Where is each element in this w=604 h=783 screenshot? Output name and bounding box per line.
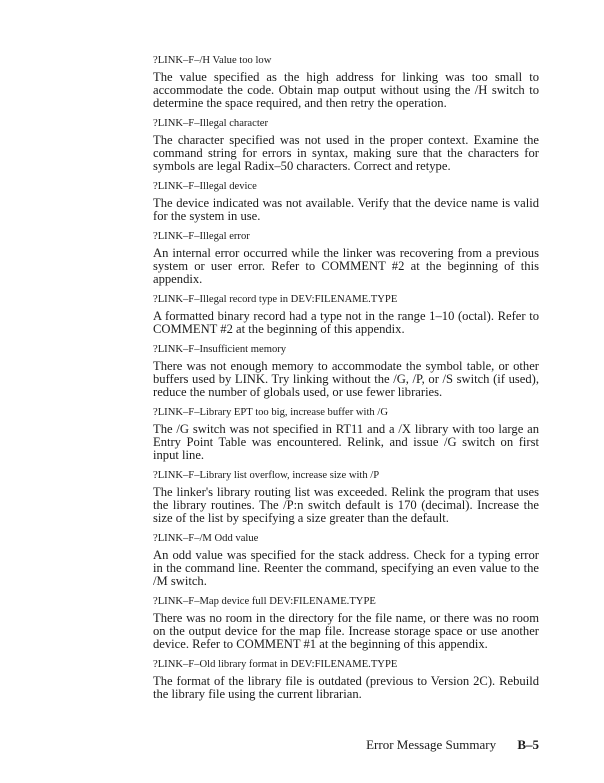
error-description: A formatted binary record had a type not in the range 1–10 (octal). Refer to COMMENT #2 at the beginning of this appendix. xyxy=(153,309,539,336)
page-number: B–5 xyxy=(517,737,539,752)
footer-section-title: Error Message Summary xyxy=(366,737,497,752)
error-description: The linker's library routing list was exceeded. Relink the program that uses the library routines. The /P:n switch default is 170 (decimal). Increase the size of the list by specifying a size greater than the default. xyxy=(153,485,539,525)
error-entry xyxy=(153,595,539,651)
error-description: There was not enough memory to accommodate the symbol table, or other buffers used by LINK. Try linking without the /G, /P, or /S switch (if used), reduce the number of globals used, or use fewer libraries. xyxy=(153,359,539,399)
error-entry xyxy=(153,469,539,525)
error-description: An odd value was specified for the stack address. Check for a typing error in the command line. Reenter the command, specifying an even value to the /M switch. xyxy=(153,548,539,588)
error-message: ?LINK–F–/M Odd value xyxy=(153,533,259,544)
error-description: The format of the library file is outdated (previous to Version 2C). Rebuild the library file using the current librarian. xyxy=(153,674,539,701)
error-message: ?LINK–F–Old library format in DEV:FILENAME.TYPE xyxy=(153,659,398,670)
error-description: There was no room in the directory for the file name, or there was no room on the output device for the map file. Increase storage space or use another device. Refer to COMMENT #1 at the beginning of this appendix. xyxy=(153,611,539,651)
error-message: ?LINK–F–Map device full DEV:FILENAME.TYPE xyxy=(153,596,376,607)
error-message: ?LINK–F–Library EPT too big, increase buffer with /G xyxy=(153,407,388,418)
error-description: The value specified as the high address for linking was too small to accommodate the code. Obtain map output without using the /H switch to determine the space required, and then retry the operation. xyxy=(153,70,539,110)
error-entry xyxy=(153,406,539,462)
error-message: ?LINK–F–Illegal character xyxy=(153,118,269,129)
error-message-list xyxy=(153,54,539,708)
error-entry xyxy=(153,293,539,336)
error-message: ?LINK–F–Illegal error xyxy=(153,231,250,242)
error-entry xyxy=(153,343,539,399)
error-message: ?LINK–F–/H Value too low xyxy=(153,55,272,66)
error-entry xyxy=(153,658,539,701)
error-entry xyxy=(153,180,539,223)
error-entry xyxy=(153,117,539,173)
error-description: An internal error occurred while the linker was recovering from a previous system or user error. Refer to COMMENT #2 at the beginning of this appendix. xyxy=(153,246,539,286)
error-description: The /G switch was not specified in RT11 and a /X library with too large an Entry Point Table was encountered. Relink, and issue /G switch on first input line. xyxy=(153,422,539,462)
error-entry xyxy=(153,532,539,588)
page-footer xyxy=(153,737,539,753)
error-entry xyxy=(153,230,539,286)
error-entry xyxy=(153,54,539,110)
error-message: ?LINK–F–Illegal record type in DEV:FILENAME.TYPE xyxy=(153,294,398,305)
error-message: ?LINK–F–Library list overflow, increase size with /P xyxy=(153,470,380,481)
error-description: The device indicated was not available. Verify that the device name is valid for the system in use. xyxy=(153,196,539,223)
error-message: ?LINK–F–Illegal device xyxy=(153,181,257,192)
error-message: ?LINK–F–Insufficient memory xyxy=(153,344,287,355)
error-description: The character specified was not used in the proper context. Examine the command string for errors in syntax, making sure that the characters for symbols are legal Radix–50 characters. Correct and retype. xyxy=(153,133,539,173)
